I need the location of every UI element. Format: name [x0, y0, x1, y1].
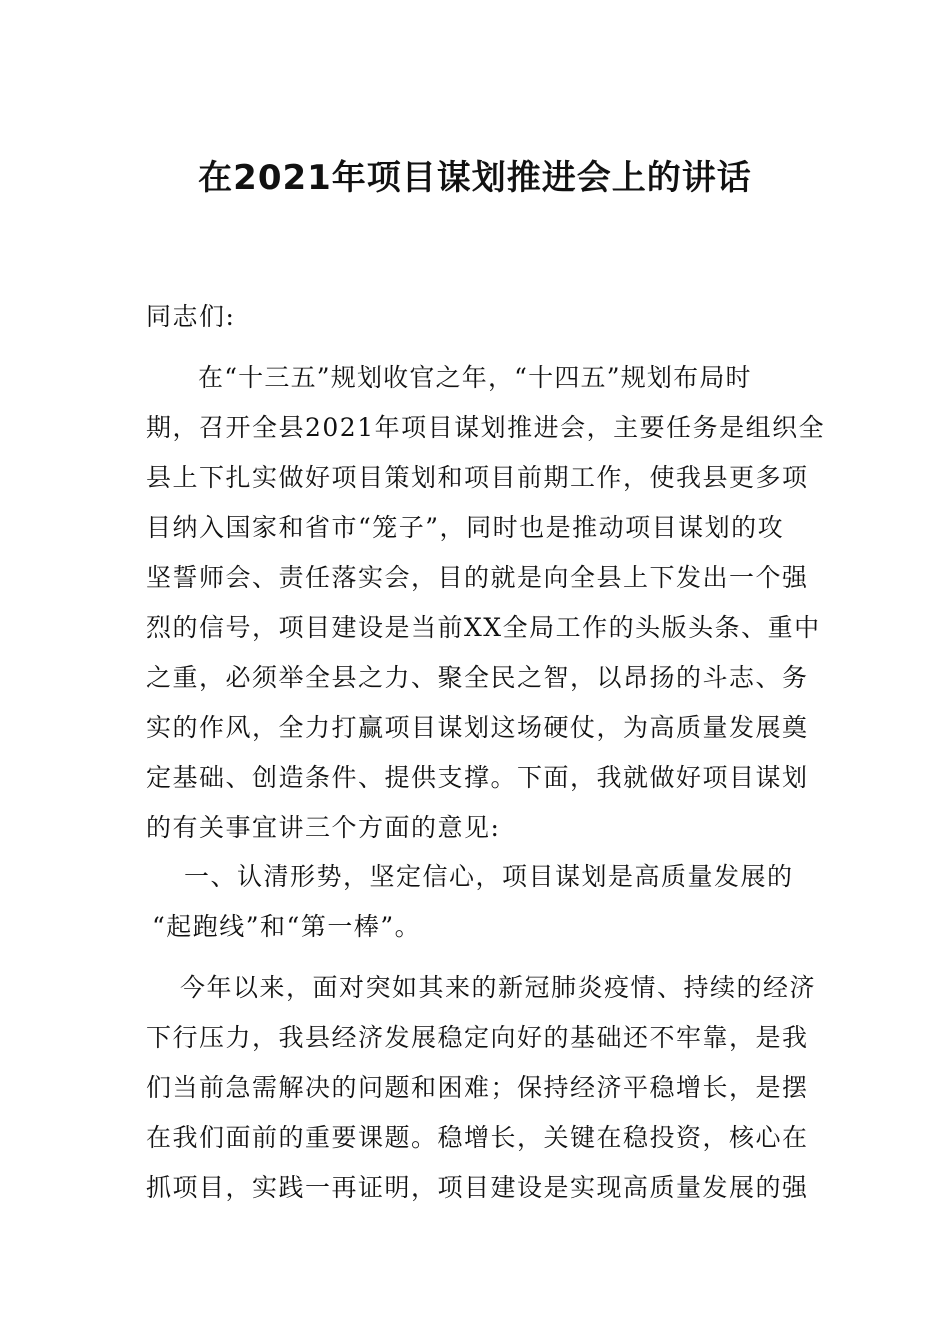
section-heading-line: 一、认清形势，坚定信心，项目谋划是高质量发展的: [184, 862, 794, 891]
paragraph1-line: 实的作风，全力打赢项目谋划这场硬仗，为高质量发展奠: [146, 713, 809, 742]
paragraph1-line: 烈的信号，项目建设是当前XX全局工作的头版头条、重中: [146, 613, 821, 642]
section-heading-line: “起跑线”和“第一棒”。: [152, 912, 422, 941]
paragraph2-line: 今年以来，面对突如其来的新冠肺炎疫情、持续的经济: [180, 973, 817, 1002]
document-title: 在2021年项目谋划推进会上的讲话: [198, 158, 752, 198]
paragraph1-line: 之重，必须举全县之力、聚全民之智，以昂扬的斗志、务: [146, 663, 809, 692]
paragraph2-line: 在我们面前的重要课题。稳增长，关键在稳投资，核心在: [146, 1123, 809, 1152]
paragraph1-line: 在“十三五”规划收官之年，“十四五”规划布局时: [198, 363, 752, 392]
paragraph1-line: 县上下扎实做好项目策划和项目前期工作，使我县更多项: [146, 463, 809, 492]
salutation: 同志们:: [146, 302, 236, 331]
paragraph2-line: 下行压力，我县经济发展稳定向好的基础还不牢靠，是我: [146, 1023, 809, 1052]
paragraph1-line: 的有关事宜讲三个方面的意见:: [146, 813, 501, 842]
paragraph2-line: 抓项目，实践一再证明，项目建设是实现高质量发展的强: [146, 1173, 809, 1202]
paragraph1-line: 坚誓师会、责任落实会，目的就是向全县上下发出一个强: [146, 563, 809, 592]
paragraph1-line: 期，召开全县2021年项目谋划推进会，主要任务是组织全: [146, 413, 826, 442]
paragraph2-line: 们当前急需解决的问题和困难；保持经济平稳增长，是摆: [146, 1073, 809, 1102]
paragraph1-line: 定基础、创造条件、提供支撑。下面，我就做好项目谋划: [146, 763, 809, 792]
paragraph1-line: 目纳入国家和省市“笼子”，同时也是推动项目谋划的攻: [146, 513, 785, 542]
